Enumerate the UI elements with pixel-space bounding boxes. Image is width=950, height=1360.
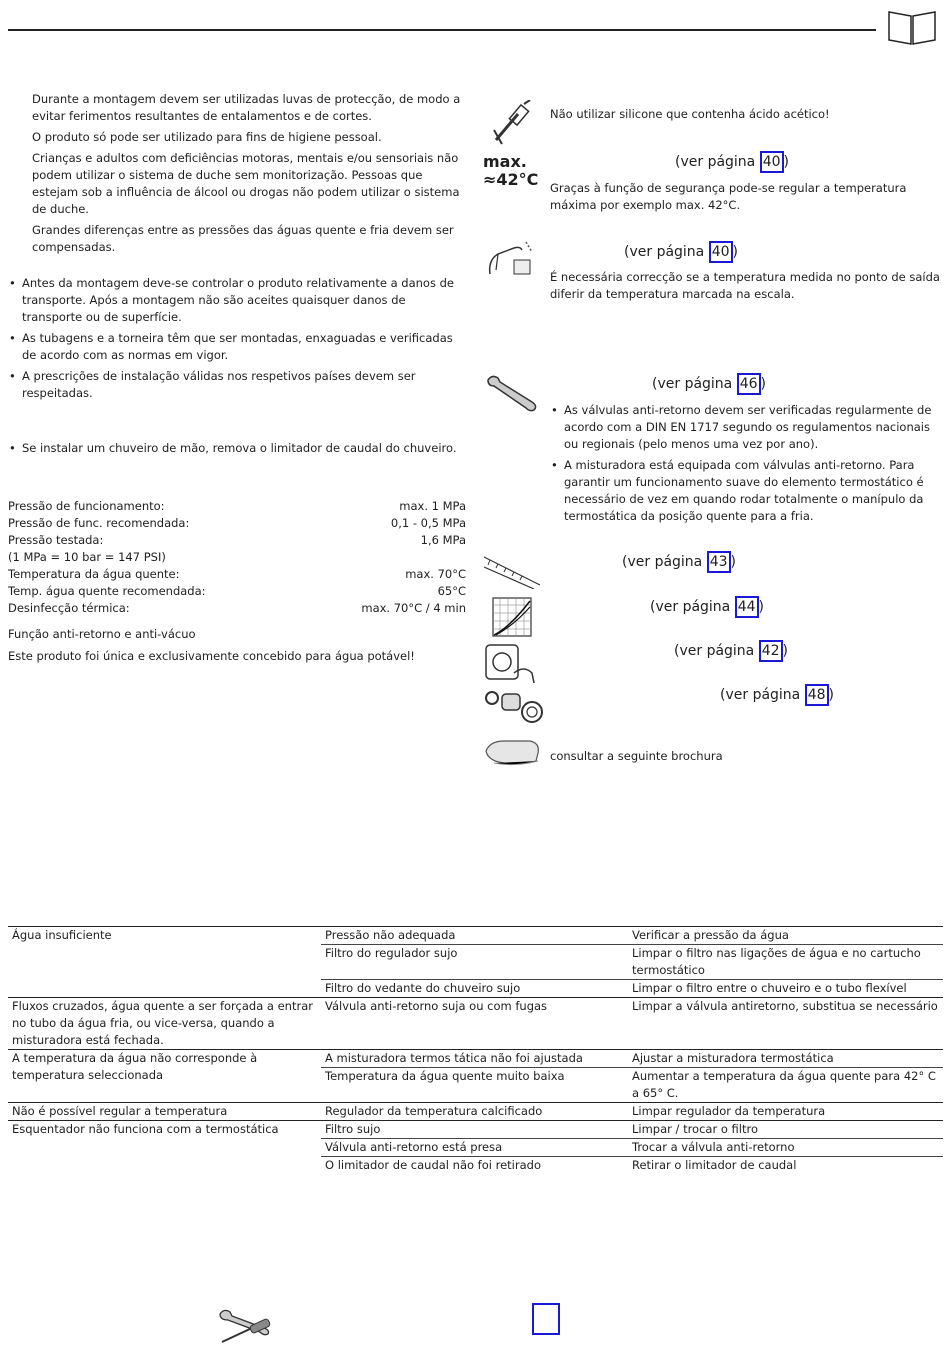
table-row	[8, 1103, 943, 1121]
problem-cell: Esquentador não funciona com a termostática	[8, 1121, 321, 1175]
mounting-note: • Antes da montagem deve-se controlar o produto relativamente a danos de transporte. Após a montagem não são aceites quaisquer danos de transporte ou de superfície.	[8, 275, 468, 326]
page-ref-calibration	[624, 241, 738, 263]
brochure-text: consultar a seguinte brochura	[550, 749, 723, 763]
problem-cell: Fluxos cruzados, água quente a ser forçada a entrar no tubo da água fria, ou vice-versa, quando a misturadora está fechada.	[8, 998, 321, 1050]
page-link[interactable]: 43	[707, 551, 731, 573]
maintenance-note: • A misturadora está equipada com válvulas anti-retorno. Para garantir um funcionamento suave do elemento termostático é necessário de vez em quando rodar totalmente o manípulo da termostática da posição quente para a fria.	[550, 457, 942, 525]
ref-prefix: (ver página	[652, 376, 737, 392]
mounting-note: • As tubagens e a torneira têm que ser montadas, enxaguadas e verificadas de acordo com as normas em vigor.	[8, 330, 468, 364]
remedy-cell: Limpar a válvula antiretorno, substitua se necessário	[628, 998, 943, 1050]
silicone-gun-icon	[488, 100, 536, 148]
remedy-cell: Verificar a pressão da água	[628, 927, 943, 945]
ref-prefix: (ver página	[622, 554, 707, 570]
cause-cell: Regulador da temperatura calcificado	[321, 1103, 628, 1121]
spec-row	[8, 583, 466, 600]
cause-cell: O limitador de caudal não foi retirado	[321, 1157, 628, 1175]
anti-return-note: Função anti-retorno e anti-vácuo	[8, 627, 196, 641]
remedy-cell: Retirar o limitador de caudal	[628, 1157, 943, 1175]
spec-row	[8, 532, 466, 549]
spec-value: max. 70°C / 4 min	[361, 601, 466, 615]
remedy-cell: Limpar regulador da temperatura	[628, 1103, 943, 1121]
wrench-icon	[484, 372, 540, 412]
cause-cell: Filtro do regulador sujo	[321, 945, 628, 980]
thermometer-hand-icon	[486, 240, 538, 282]
maintenance-notes	[550, 402, 942, 525]
table-row	[8, 927, 943, 945]
page-ref-operation	[674, 640, 788, 662]
spec-row	[8, 566, 466, 583]
safety-note: Crianças e adultos com deficiências motoras, mentais e/ou sensoriais não podem utilizar o sistema de duche sem monitorização. Pessoas que estejam sob a influência de álcool ou drogas não podem utilizar o sistema de duche.	[32, 151, 460, 216]
spec-row	[8, 515, 466, 532]
spec-label: Temperatura da água quente:	[8, 567, 180, 581]
table-row	[8, 998, 943, 1050]
page-link[interactable]: 40	[709, 241, 733, 263]
ref-suffix: )	[782, 643, 789, 659]
safety-note: Grandes diferenças entre as pressões das águas quente e fria devem ser compensadas.	[32, 223, 454, 254]
page-link[interactable]: 48	[805, 684, 829, 706]
problem-cell: Não é possível regular a temperatura	[8, 1103, 321, 1121]
mounting-notes	[8, 275, 468, 402]
spec-label: Temp. água quente recomendada:	[8, 584, 206, 598]
spec-row	[8, 549, 466, 566]
page-link[interactable]: 42	[759, 640, 783, 662]
ref-suffix: )	[760, 376, 767, 392]
safety-note: O produto só pode ser utilizado para fins de higiene pessoal.	[32, 130, 382, 144]
spec-value: 0,1 - 0,5 MPa	[390, 516, 466, 530]
technical-specs	[8, 498, 466, 617]
page-link[interactable]: 46	[737, 373, 761, 395]
spec-row	[8, 600, 466, 617]
remedy-cell: Ajustar a misturadora termostática	[628, 1050, 943, 1068]
remedy-cell: Limpar o filtro entre o chuveiro e o tubo flexível	[628, 980, 943, 998]
cause-cell: Filtro do vedante do chuveiro sujo	[321, 980, 628, 998]
spec-value: max. 1 MPa	[399, 499, 466, 513]
remedy-cell: Aumentar a temperatura da água quente para 42° C a 65° C.	[628, 1068, 943, 1103]
remedy-cell: Limpar o filtro nas ligações de água e no cartucho termostático	[628, 945, 943, 980]
ref-prefix: (ver página	[650, 599, 735, 615]
ref-suffix: )	[828, 687, 835, 703]
ref-prefix: (ver página	[624, 244, 709, 260]
page-ref-spare-parts	[720, 684, 834, 706]
problem-cell: A temperatura da água não corresponde à temperatura seleccionada	[8, 1050, 321, 1103]
ref-prefix: (ver página	[675, 154, 760, 170]
flow-diagram-icon	[492, 597, 532, 637]
potable-water-note: Este produto foi única e exclusivamente concebido para água potável!	[8, 649, 415, 663]
spec-value: 65°C	[437, 584, 466, 598]
cause-cell: A misturadora termos tática não foi ajustada	[321, 1050, 628, 1068]
maintenance-note: • As válvulas anti-retorno devem ser verificadas regularmente de acordo com a DIN EN 1717 segundo os regulamentos nacionais ou regionais (pelo menos uma vez por ano).	[550, 402, 942, 453]
page-number-box	[532, 1303, 560, 1335]
max-label: max.	[483, 152, 527, 171]
ref-prefix: (ver página	[674, 643, 759, 659]
hand-shower-text: • Se instalar um chuveiro de mão, remova o limitador de caudal do chuveiro.	[8, 440, 468, 457]
table-row	[8, 1121, 943, 1139]
spec-label: Pressão testada:	[8, 533, 104, 547]
table-row	[8, 1050, 943, 1068]
spec-value: 1,6 MPa	[420, 533, 466, 547]
spec-value: max. 70°C	[405, 567, 466, 581]
remedy-cell: Limpar / trocar o filtro	[628, 1121, 943, 1139]
page-ref-safety	[675, 151, 789, 173]
hand-shower-note	[8, 440, 468, 457]
safety-note: Durante a montagem devem ser utilizadas luvas de protecção, de modo a evitar ferimentos resultantes de entalamentos e de cortes.	[32, 92, 461, 123]
remedy-cell: Trocar a válvula anti-retorno	[628, 1139, 943, 1157]
calibration-text: É necessária correcção se a temperatura medida no ponto de saída diferir da temperatura marcada na escala.	[550, 270, 940, 301]
ref-suffix: )	[783, 154, 790, 170]
cause-cell: Temperatura da água quente muito baixa	[321, 1068, 628, 1103]
ref-suffix: )	[730, 554, 737, 570]
spec-label: Pressão de func. recomendada:	[8, 516, 190, 530]
page-ref-flow	[650, 596, 764, 618]
safety-notes	[32, 91, 468, 256]
spec-label: (1 MPa = 10 bar = 147 PSI)	[8, 550, 166, 564]
page-link[interactable]: 44	[735, 596, 759, 618]
ref-suffix: )	[732, 244, 739, 260]
ref-suffix: )	[758, 599, 765, 615]
cleaning-hand-icon	[484, 733, 542, 767]
handle-adjust-icon	[484, 643, 536, 683]
ref-prefix: (ver página	[720, 687, 805, 703]
tools-icon	[216, 1308, 274, 1348]
spec-row	[8, 498, 466, 515]
cause-cell: Válvula anti-retorno suja ou com fugas	[321, 998, 628, 1050]
spec-label: Desinfecção térmica:	[8, 601, 130, 615]
header-rule	[8, 29, 876, 31]
spare-parts-icon	[484, 688, 544, 724]
troubleshooting-table	[8, 926, 943, 1174]
page-ref-dimensions	[622, 551, 736, 573]
spec-label: Pressão de funcionamento:	[8, 499, 165, 513]
cause-cell: Pressão não adequada	[321, 927, 628, 945]
manual-book-icon	[887, 8, 937, 46]
page-ref-maintenance	[652, 373, 766, 395]
cause-cell: Válvula anti-retorno está presa	[321, 1139, 628, 1157]
scale-ruler-icon	[484, 553, 540, 589]
cause-cell: Filtro sujo	[321, 1121, 628, 1139]
max-temp-label: ≈42°C	[483, 170, 539, 189]
silicone-warning: Não utilizar silicone que contenha ácido acético!	[550, 107, 830, 121]
mounting-note: • A prescrições de instalação válidas nos respetivos países devem ser respeitadas.	[8, 368, 468, 402]
problem-cell: Água insuficiente	[8, 927, 321, 998]
page-link[interactable]: 40	[760, 151, 784, 173]
safety-function-text: Graças à função de segurança pode-se regular a temperatura máxima por exemplo max. 42°C.	[550, 181, 907, 212]
